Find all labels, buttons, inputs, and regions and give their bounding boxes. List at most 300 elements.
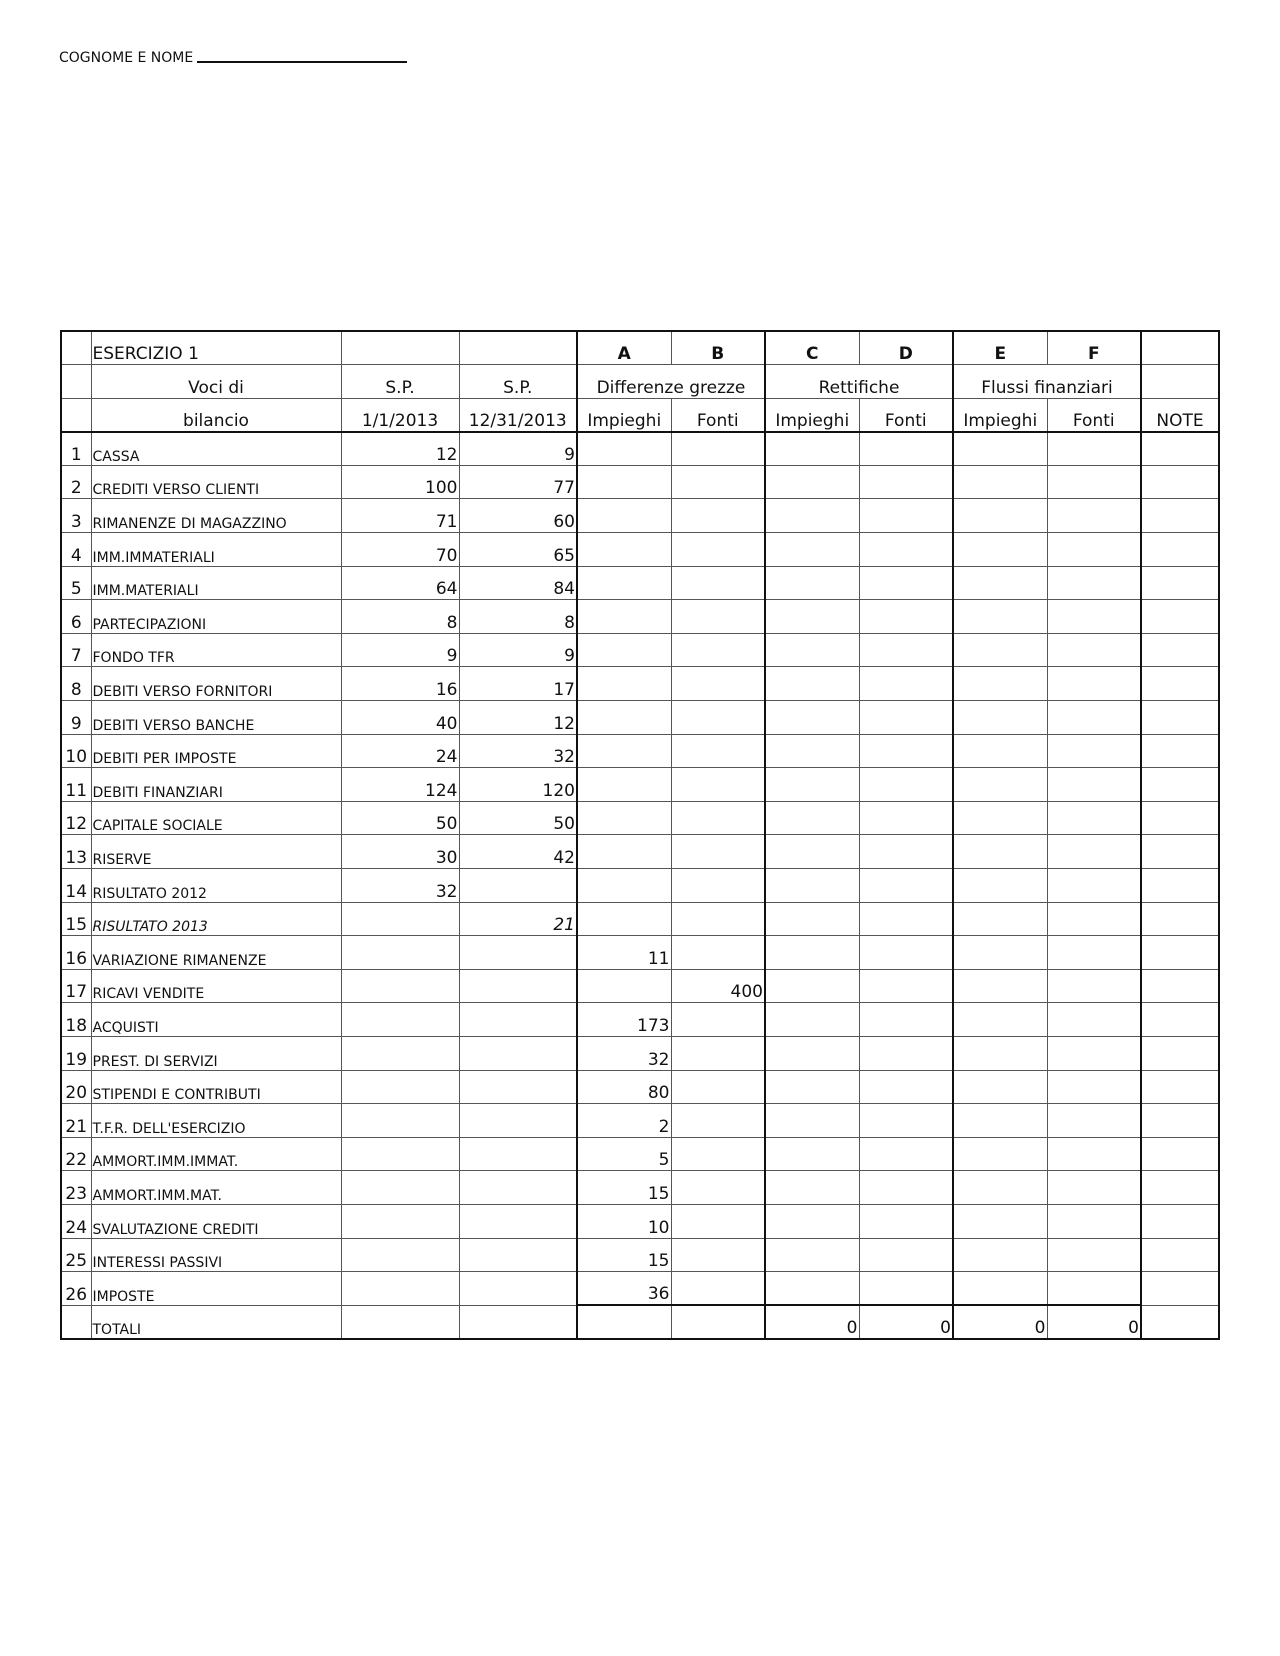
header-num-cell xyxy=(61,331,91,365)
row-label: INTERESSI PASSIVI xyxy=(91,1238,341,1272)
rettifiche-impieghi-cell xyxy=(765,902,859,936)
diff-fonti-value xyxy=(671,701,765,735)
table-row xyxy=(61,936,1219,970)
exercise-title: ESERCIZIO 1 xyxy=(91,331,341,365)
diff-impieghi-value xyxy=(577,835,671,869)
totals-note-cell xyxy=(1141,1305,1219,1339)
note-cell xyxy=(1141,801,1219,835)
sp-2013-end-value xyxy=(459,1171,577,1205)
diff-impieghi-value xyxy=(577,869,671,903)
sp-2013-start-value xyxy=(341,1137,459,1171)
table-row xyxy=(61,667,1219,701)
flussi-impieghi-cell xyxy=(953,1204,1047,1238)
rettifiche-fonti-cell xyxy=(859,936,953,970)
sp-2013-end-value: 77 xyxy=(459,465,577,499)
rettifiche-fonti-cell xyxy=(859,465,953,499)
row-label: DEBITI VERSO BANCHE xyxy=(91,701,341,735)
rettifiche-impieghi-cell xyxy=(765,1204,859,1238)
flussi-fonti-cell xyxy=(1047,1171,1141,1205)
sp-2013-start-value xyxy=(341,1003,459,1037)
rettifiche-impieghi-cell xyxy=(765,667,859,701)
diff-impieghi-value xyxy=(577,768,671,802)
note-cell xyxy=(1141,1171,1219,1205)
row-label: IMM.MATERIALI xyxy=(91,566,341,600)
note-cell xyxy=(1141,1003,1219,1037)
rettifiche-fonti-cell xyxy=(859,566,953,600)
sp-2013-start-value: 9 xyxy=(341,633,459,667)
table-row xyxy=(61,1272,1219,1306)
table-row xyxy=(61,869,1219,903)
rettifiche-impieghi-cell xyxy=(765,1104,859,1138)
diff-fonti-value xyxy=(671,902,765,936)
flussi-impieghi-cell xyxy=(953,835,1047,869)
diff-fonti-value xyxy=(671,1238,765,1272)
note-cell xyxy=(1141,1036,1219,1070)
flussi-impieghi-cell xyxy=(953,801,1047,835)
rettifiche-impieghi-cell xyxy=(765,1137,859,1171)
row-number: 15 xyxy=(61,902,91,936)
sp-2013-end-value: 42 xyxy=(459,835,577,869)
sp-2013-start-value: 100 xyxy=(341,465,459,499)
sp-2013-start-value: 12 xyxy=(341,432,459,466)
diff-fonti-value xyxy=(671,1104,765,1138)
col-letter-c: C xyxy=(765,331,859,365)
flussi-fonti-cell xyxy=(1047,1036,1141,1070)
rettifiche-fonti-cell xyxy=(859,1104,953,1138)
rettifiche-impieghi-cell xyxy=(765,869,859,903)
flussi-impieghi-cell xyxy=(953,499,1047,533)
diff-impieghi-value xyxy=(577,701,671,735)
sp-2013-end-value: 84 xyxy=(459,566,577,600)
sp-2013-end-value xyxy=(459,869,577,903)
flussi-fonti-cell xyxy=(1047,1272,1141,1306)
sp-2013-start-value xyxy=(341,969,459,1003)
totals-row xyxy=(61,1305,1219,1339)
flussi-impieghi-cell xyxy=(953,1036,1047,1070)
diff-impieghi-value: 5 xyxy=(577,1137,671,1171)
flussi-fonti-cell xyxy=(1047,734,1141,768)
row-label: AMMORT.IMM.IMMAT. xyxy=(91,1137,341,1171)
rettifiche-impieghi-cell xyxy=(765,1238,859,1272)
sp-2013-end-value xyxy=(459,1137,577,1171)
note-cell xyxy=(1141,566,1219,600)
rettifiche-impieghi-cell xyxy=(765,432,859,466)
sp-2013-end-value: 12 xyxy=(459,701,577,735)
rettifiche-fonti-cell xyxy=(859,969,953,1003)
note-cell xyxy=(1141,902,1219,936)
sp-2013-end-value: 50 xyxy=(459,801,577,835)
sp-2013-start-value: 8 xyxy=(341,600,459,634)
header-row-3 xyxy=(61,398,1219,432)
rettifiche-impieghi-cell xyxy=(765,768,859,802)
rettifiche-fonti-cell xyxy=(859,1036,953,1070)
sp-2013-start-value: 24 xyxy=(341,734,459,768)
sp-2013-end-value: 65 xyxy=(459,533,577,567)
header-blank-sp2 xyxy=(459,331,577,365)
row-number: 18 xyxy=(61,1003,91,1037)
note-cell xyxy=(1141,1137,1219,1171)
rettifiche-fonti-cell xyxy=(859,902,953,936)
name-field xyxy=(59,50,407,66)
row-label: STIPENDI E CONTRIBUTI xyxy=(91,1070,341,1104)
header-num-cell xyxy=(61,398,91,432)
table-row xyxy=(61,533,1219,567)
col-letter-e: E xyxy=(953,331,1047,365)
sp-2013-start-value: 32 xyxy=(341,869,459,903)
note-cell xyxy=(1141,869,1219,903)
totals-num-cell xyxy=(61,1305,91,1339)
sp-2013-end-value xyxy=(459,1070,577,1104)
row-label: RIMANENZE DI MAGAZZINO xyxy=(91,499,341,533)
rettifiche-impieghi-cell xyxy=(765,801,859,835)
flussi-impieghi-cell xyxy=(953,734,1047,768)
diff-impieghi-value: 173 xyxy=(577,1003,671,1037)
diff-impieghi-value xyxy=(577,801,671,835)
diff-impieghi-value: 10 xyxy=(577,1204,671,1238)
row-number: 9 xyxy=(61,701,91,735)
flussi-fonti-cell xyxy=(1047,1070,1141,1104)
flussi-fonti-cell xyxy=(1047,499,1141,533)
sp-2013-start-value: 50 xyxy=(341,801,459,835)
sp-2013-start-value xyxy=(341,1204,459,1238)
header-date-1: 1/1/2013 xyxy=(341,398,459,432)
rettifiche-impieghi-cell xyxy=(765,566,859,600)
table-row xyxy=(61,1070,1219,1104)
row-number: 20 xyxy=(61,1070,91,1104)
diff-impieghi-value: 32 xyxy=(577,1036,671,1070)
rettifiche-fonti-cell xyxy=(859,600,953,634)
rettifiche-fonti-cell xyxy=(859,1238,953,1272)
rettifiche-impieghi-cell xyxy=(765,533,859,567)
sp-2013-end-value xyxy=(459,1104,577,1138)
sp-2013-end-value xyxy=(459,936,577,970)
note-cell xyxy=(1141,432,1219,466)
table-row xyxy=(61,1204,1219,1238)
sp-2013-start-value xyxy=(341,1104,459,1138)
flussi-impieghi-cell xyxy=(953,701,1047,735)
table-row xyxy=(61,1137,1219,1171)
table-row xyxy=(61,768,1219,802)
diff-fonti-value xyxy=(671,633,765,667)
row-label: SVALUTAZIONE CREDITI xyxy=(91,1204,341,1238)
table-row xyxy=(61,701,1219,735)
row-number: 11 xyxy=(61,768,91,802)
header-sp1: S.P. xyxy=(341,365,459,399)
flussi-impieghi-cell xyxy=(953,1104,1047,1138)
diff-impieghi-value xyxy=(577,465,671,499)
row-number: 26 xyxy=(61,1272,91,1306)
flussi-impieghi-cell xyxy=(953,969,1047,1003)
diff-fonti-value xyxy=(671,1003,765,1037)
totals-b-cell xyxy=(671,1305,765,1339)
flussi-impieghi-cell xyxy=(953,768,1047,802)
flussi-impieghi-cell xyxy=(953,600,1047,634)
flussi-fonti-cell xyxy=(1047,432,1141,466)
sp-2013-end-value: 21 xyxy=(459,902,577,936)
flussi-impieghi-cell xyxy=(953,465,1047,499)
sp-2013-end-value xyxy=(459,969,577,1003)
flussi-fonti-cell xyxy=(1047,1137,1141,1171)
totals-c-value: 0 xyxy=(765,1305,859,1339)
row-number: 10 xyxy=(61,734,91,768)
rettifiche-fonti-cell xyxy=(859,1003,953,1037)
row-number: 14 xyxy=(61,869,91,903)
sp-2013-end-value xyxy=(459,1036,577,1070)
header-note-blank xyxy=(1141,331,1219,365)
totals-e-value: 0 xyxy=(953,1305,1047,1339)
row-number: 7 xyxy=(61,633,91,667)
row-number: 16 xyxy=(61,936,91,970)
table-row xyxy=(61,1003,1219,1037)
note-cell xyxy=(1141,465,1219,499)
row-number: 19 xyxy=(61,1036,91,1070)
flussi-fonti-cell xyxy=(1047,566,1141,600)
note-cell xyxy=(1141,1204,1219,1238)
col-letter-f: F xyxy=(1047,331,1141,365)
flussi-impieghi-cell xyxy=(953,1238,1047,1272)
row-label: RISULTATO 2013 xyxy=(91,902,341,936)
row-number: 5 xyxy=(61,566,91,600)
rettifiche-fonti-cell xyxy=(859,1070,953,1104)
flussi-impieghi-cell xyxy=(953,533,1047,567)
row-number: 8 xyxy=(61,667,91,701)
header-blank-sp1 xyxy=(341,331,459,365)
row-number: 23 xyxy=(61,1171,91,1205)
diff-impieghi-value xyxy=(577,969,671,1003)
note-cell xyxy=(1141,667,1219,701)
diff-impieghi-value: 15 xyxy=(577,1238,671,1272)
diff-fonti-value xyxy=(671,936,765,970)
rettifiche-fonti-cell xyxy=(859,835,953,869)
rettifiche-fonti-cell xyxy=(859,1272,953,1306)
row-label: DEBITI PER IMPOSTE xyxy=(91,734,341,768)
diff-fonti-value xyxy=(671,1171,765,1205)
sp-2013-start-value: 71 xyxy=(341,499,459,533)
rettifiche-impieghi-cell xyxy=(765,1272,859,1306)
flussi-fonti-cell xyxy=(1047,1204,1141,1238)
table-row xyxy=(61,1104,1219,1138)
rettifiche-impieghi-cell xyxy=(765,633,859,667)
flussi-impieghi-cell xyxy=(953,869,1047,903)
col-letter-d: D xyxy=(859,331,953,365)
note-cell xyxy=(1141,768,1219,802)
totals-a-cell xyxy=(577,1305,671,1339)
rettifiche-impieghi-cell xyxy=(765,1171,859,1205)
rettifiche-fonti-cell xyxy=(859,533,953,567)
note-cell xyxy=(1141,1238,1219,1272)
header-rettifiche: Rettifiche xyxy=(765,365,953,399)
header-bilancio: bilancio xyxy=(91,398,341,432)
header-sp2: S.P. xyxy=(459,365,577,399)
rettifiche-fonti-cell xyxy=(859,1137,953,1171)
name-blank-line xyxy=(197,60,407,63)
diff-fonti-value xyxy=(671,1036,765,1070)
row-number: 1 xyxy=(61,432,91,466)
note-cell xyxy=(1141,600,1219,634)
row-label: VARIAZIONE RIMANENZE xyxy=(91,936,341,970)
rettifiche-impieghi-cell xyxy=(765,1070,859,1104)
rettifiche-fonti-cell xyxy=(859,701,953,735)
diff-fonti-value xyxy=(671,1272,765,1306)
note-cell xyxy=(1141,1104,1219,1138)
rettifiche-fonti-cell xyxy=(859,768,953,802)
flussi-fonti-cell xyxy=(1047,768,1141,802)
row-label: IMPOSTE xyxy=(91,1272,341,1306)
diff-impieghi-value xyxy=(577,734,671,768)
note-cell xyxy=(1141,1272,1219,1306)
flussi-fonti-cell xyxy=(1047,1238,1141,1272)
diff-impieghi-value xyxy=(577,533,671,567)
sp-2013-end-value xyxy=(459,1204,577,1238)
table-row xyxy=(61,600,1219,634)
flussi-fonti-cell xyxy=(1047,801,1141,835)
flussi-fonti-cell xyxy=(1047,667,1141,701)
header-flussi-finanziari: Flussi finanziari xyxy=(953,365,1141,399)
sp-2013-start-value xyxy=(341,936,459,970)
totals-sp2-cell xyxy=(459,1305,577,1339)
row-number: 22 xyxy=(61,1137,91,1171)
diff-impieghi-value xyxy=(577,633,671,667)
sp-2013-end-value: 9 xyxy=(459,432,577,466)
row-number: 13 xyxy=(61,835,91,869)
header-note-blank xyxy=(1141,365,1219,399)
sp-2013-end-value xyxy=(459,1272,577,1306)
note-cell xyxy=(1141,533,1219,567)
header-differenze-grezze: Differenze grezze xyxy=(577,365,765,399)
table-row xyxy=(61,1238,1219,1272)
row-label: PREST. DI SERVIZI xyxy=(91,1036,341,1070)
sp-2013-start-value xyxy=(341,1171,459,1205)
note-cell xyxy=(1141,969,1219,1003)
sp-2013-start-value xyxy=(341,1070,459,1104)
header-e-impieghi: Impieghi xyxy=(953,398,1047,432)
sp-2013-start-value: 16 xyxy=(341,667,459,701)
rettifiche-fonti-cell xyxy=(859,869,953,903)
rettifiche-fonti-cell xyxy=(859,1171,953,1205)
table-row xyxy=(61,902,1219,936)
diff-fonti-value: 400 xyxy=(671,969,765,1003)
totals-label: TOTALI xyxy=(91,1305,341,1339)
row-label: IMM.IMMATERIALI xyxy=(91,533,341,567)
note-cell xyxy=(1141,734,1219,768)
diff-fonti-value xyxy=(671,734,765,768)
row-label: RISERVE xyxy=(91,835,341,869)
totals-d-value: 0 xyxy=(859,1305,953,1339)
rettifiche-impieghi-cell xyxy=(765,969,859,1003)
flussi-fonti-cell xyxy=(1047,902,1141,936)
row-number: 24 xyxy=(61,1204,91,1238)
flussi-impieghi-cell xyxy=(953,902,1047,936)
row-label: RISULTATO 2012 xyxy=(91,869,341,903)
sp-2013-end-value: 32 xyxy=(459,734,577,768)
table-row xyxy=(61,801,1219,835)
diff-fonti-value xyxy=(671,566,765,600)
row-number: 6 xyxy=(61,600,91,634)
diff-impieghi-value xyxy=(577,432,671,466)
table-row xyxy=(61,835,1219,869)
row-label: ACQUISTI xyxy=(91,1003,341,1037)
table-row xyxy=(61,566,1219,600)
rettifiche-impieghi-cell xyxy=(765,1036,859,1070)
sp-2013-end-value: 60 xyxy=(459,499,577,533)
diff-fonti-value xyxy=(671,533,765,567)
flussi-impieghi-cell xyxy=(953,566,1047,600)
diff-fonti-value xyxy=(671,600,765,634)
table-row xyxy=(61,734,1219,768)
header-f-fonti: Fonti xyxy=(1047,398,1141,432)
sp-2013-start-value: 70 xyxy=(341,533,459,567)
flussi-impieghi-cell xyxy=(953,633,1047,667)
sp-2013-end-value xyxy=(459,1003,577,1037)
sp-2013-start-value: 64 xyxy=(341,566,459,600)
flussi-impieghi-cell xyxy=(953,432,1047,466)
row-label: DEBITI VERSO FORNITORI xyxy=(91,667,341,701)
row-label: CASSA xyxy=(91,432,341,466)
header-a-impieghi: Impieghi xyxy=(577,398,671,432)
row-number: 2 xyxy=(61,465,91,499)
table-row xyxy=(61,499,1219,533)
flussi-fonti-cell xyxy=(1047,1104,1141,1138)
rettifiche-fonti-cell xyxy=(859,667,953,701)
row-label: PARTECIPAZIONI xyxy=(91,600,341,634)
diff-impieghi-value xyxy=(577,499,671,533)
note-cell xyxy=(1141,633,1219,667)
sp-2013-end-value: 8 xyxy=(459,600,577,634)
diff-fonti-value xyxy=(671,869,765,903)
sp-2013-end-value xyxy=(459,1238,577,1272)
sp-2013-start-value xyxy=(341,1272,459,1306)
flussi-fonti-cell xyxy=(1047,600,1141,634)
header-b-fonti: Fonti xyxy=(671,398,765,432)
rettifiche-fonti-cell xyxy=(859,1204,953,1238)
flussi-fonti-cell xyxy=(1047,701,1141,735)
row-label: FONDO TFR xyxy=(91,633,341,667)
rettifiche-impieghi-cell xyxy=(765,734,859,768)
rettifiche-impieghi-cell xyxy=(765,1003,859,1037)
sp-2013-start-value xyxy=(341,902,459,936)
header-d-fonti: Fonti xyxy=(859,398,953,432)
flussi-fonti-cell xyxy=(1047,969,1141,1003)
row-number: 21 xyxy=(61,1104,91,1138)
note-cell xyxy=(1141,499,1219,533)
rettifiche-fonti-cell xyxy=(859,499,953,533)
row-number: 17 xyxy=(61,969,91,1003)
diff-fonti-value xyxy=(671,801,765,835)
row-label: T.F.R. DELL'ESERCIZIO xyxy=(91,1104,341,1138)
header-note: NOTE xyxy=(1141,398,1219,432)
col-letter-a: A xyxy=(577,331,671,365)
sp-2013-end-value: 120 xyxy=(459,768,577,802)
diff-impieghi-value: 15 xyxy=(577,1171,671,1205)
table-row xyxy=(61,1036,1219,1070)
flussi-fonti-cell xyxy=(1047,1003,1141,1037)
note-cell xyxy=(1141,1070,1219,1104)
flussi-impieghi-cell xyxy=(953,1171,1047,1205)
exercise-table xyxy=(60,330,1220,1340)
table-row xyxy=(61,1171,1219,1205)
rettifiche-fonti-cell xyxy=(859,432,953,466)
table-row xyxy=(61,432,1219,466)
sp-2013-start-value: 30 xyxy=(341,835,459,869)
header-voci: Voci di xyxy=(91,365,341,399)
diff-fonti-value xyxy=(671,667,765,701)
diff-impieghi-value: 80 xyxy=(577,1070,671,1104)
row-number: 12 xyxy=(61,801,91,835)
diff-impieghi-value xyxy=(577,600,671,634)
diff-impieghi-value xyxy=(577,667,671,701)
sp-2013-start-value: 124 xyxy=(341,768,459,802)
table-row xyxy=(61,633,1219,667)
